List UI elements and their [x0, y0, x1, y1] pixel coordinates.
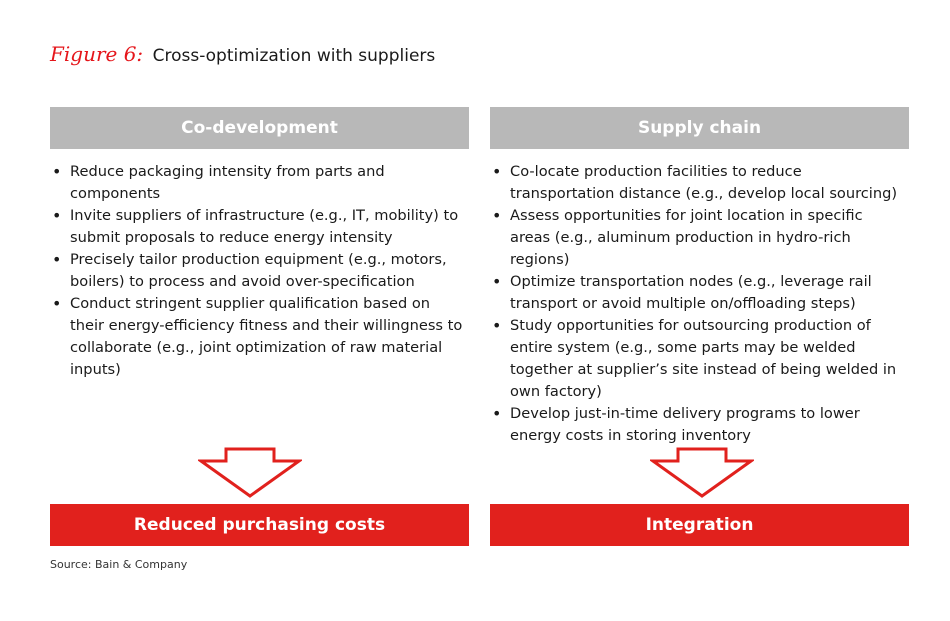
- supply-chain-column: [490, 107, 909, 447]
- bullet-item: • Invite suppliers of infrastructure (e.g., IT, mobility) to submit proposals to reduce energy intensity: [70, 205, 469, 249]
- integration-box: Integration: [490, 504, 909, 546]
- bullet-item: • Reduce packaging intensity from parts and components: [70, 161, 469, 205]
- bullet-item: • Optimize transportation nodes (e.g., leverage rail transport or avoid multiple on/offloading steps): [510, 271, 909, 315]
- figure-title: [50, 42, 435, 66]
- source-note: Source: Bain & Company: [50, 558, 188, 571]
- bullet-item: • Precisely tailor production equipment (e.g., motors, boilers) to process and avoid over-specification: [70, 249, 469, 293]
- down-arrow-icon: [198, 447, 302, 499]
- bullet-item: • Develop just-in-time delivery programs to lower energy costs in storing inventory: [510, 403, 909, 447]
- bullet-item: • Assess opportunities for joint location in specific areas (e.g., aluminum production in hydro-rich regions): [510, 205, 909, 271]
- reduced-purchasing-costs-box: Reduced purchasing costs: [50, 504, 469, 546]
- co-development-header: Co-development: [50, 107, 469, 149]
- down-arrow-icon: [650, 447, 754, 499]
- bullet-item: • Co-locate production facilities to reduce transportation distance (e.g., develop local sourcing): [510, 161, 909, 205]
- supply-chain-header: Supply chain: [490, 107, 909, 149]
- bullet-item: • Conduct stringent supplier qualification based on their energy-efficiency fitness and their willingness to collaborate (e.g., joint optimization of raw material inputs): [70, 293, 469, 381]
- figure-title-text: Cross-optimization with suppliers: [152, 46, 436, 66]
- bullet-item: • Study opportunities for outsourcing production of entire system (e.g., some parts may be welded together at supplier’s site instead of being welded in own factory): [510, 315, 909, 403]
- co-development-column: [50, 107, 469, 381]
- figure-label: Figure 6:: [50, 42, 144, 66]
- supply-chain-bullets: [490, 161, 909, 447]
- co-development-bullets: [50, 161, 469, 381]
